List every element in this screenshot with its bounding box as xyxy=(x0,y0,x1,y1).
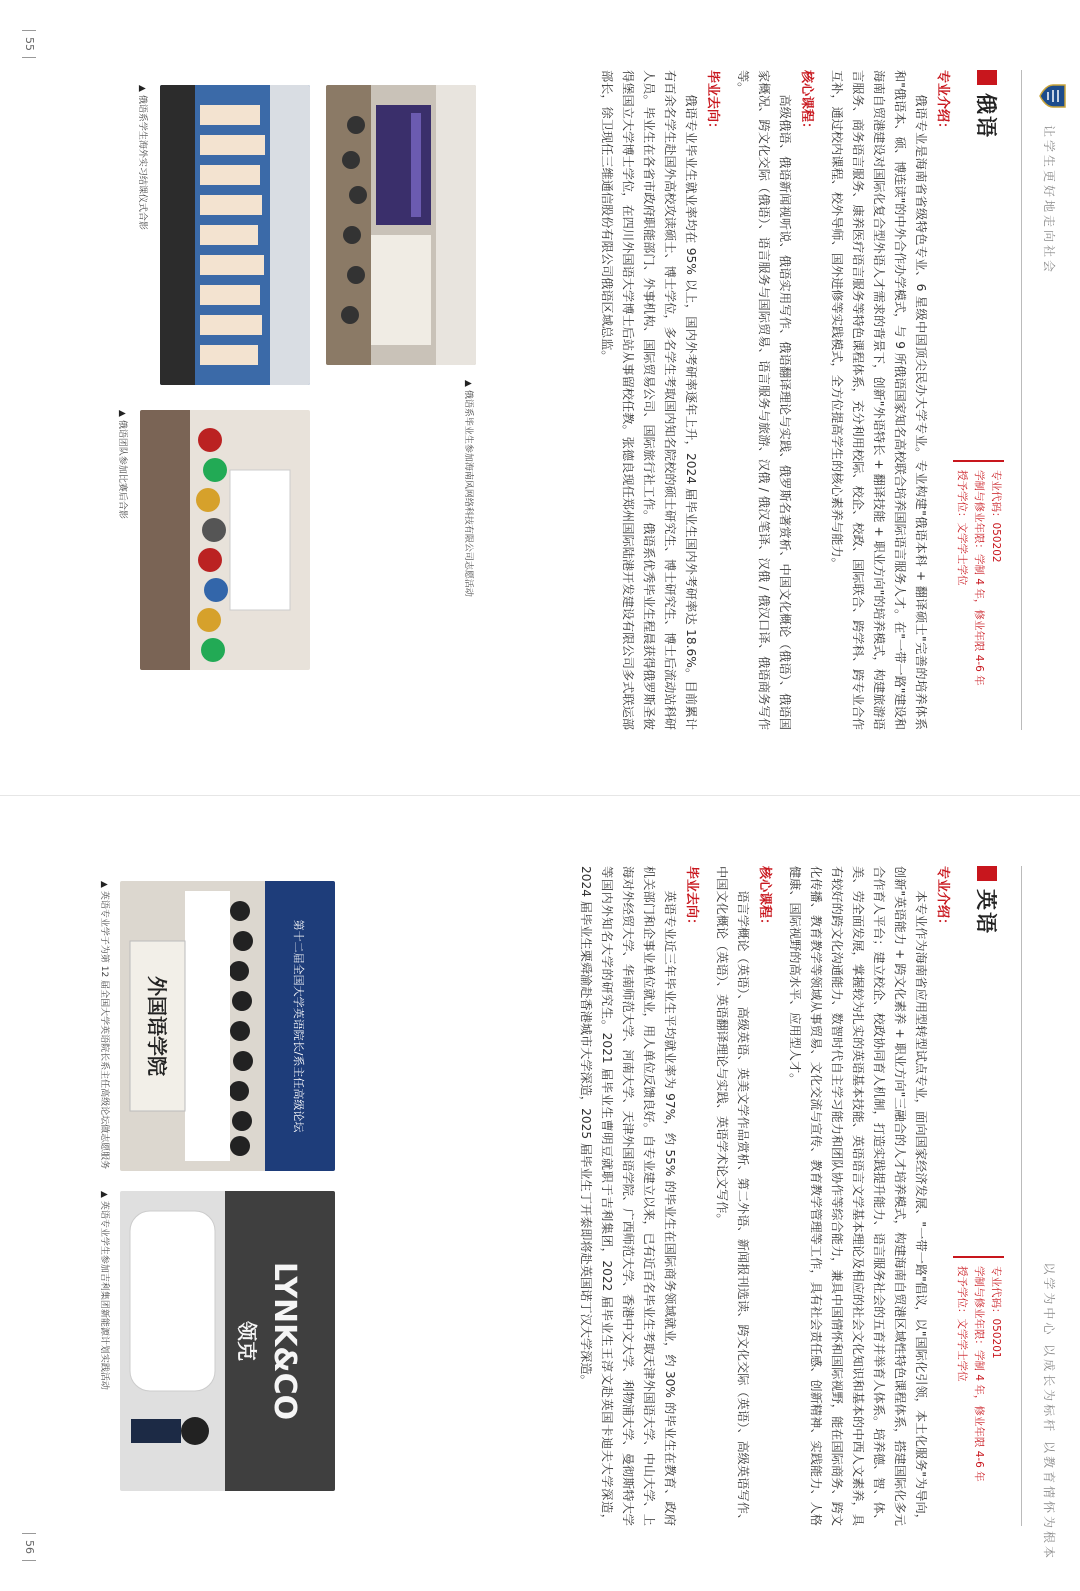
page-55 xyxy=(0,0,1080,795)
intro-text: 俄语专业是海南省省级特色专业、6 星级中国顶尖民办大学专业。专业构建"俄语本科 + 翻译硕士"完善的培养体系和"俄语本、硕、博连读"的中外合作办学模式，与 9 所俄语国家知名高校联合培养国际语言服务人才。在"一带一路"建设和海南自贸港建设对国际化复合型外语人才需求的背景下，创新"外语特长 + 翻译技能 + 职业方向"的培养模式，构建旅游语言服务、商务语言服务、康养医疗语言服务等特色课程体系，充分利用校际、校企、校政、国际联合、跨学科、跨专业合作互补，通过校内课程、校外导师、国外进修等实践模式，全方位提高学生的核心素养与能力。 xyxy=(830,70,928,730)
intro-heading: 专业介绍： xyxy=(935,866,950,932)
core-heading: 核心课程： xyxy=(757,866,772,932)
banner-text: 第十二届全国大学英语院长/系主任高级论坛 xyxy=(292,919,305,1133)
photo-caption: ▲俄语系学生海外实习结课仪式合影 xyxy=(137,85,147,230)
photo-caption: ▲英语专业学子为第 12 届全国大学英语院长系主任高级论坛做志愿服务 xyxy=(99,881,109,1170)
photo-caption: ▲英语专业学生参加吉利集团新能源计划实践活动 xyxy=(99,1191,109,1390)
study-length: 学制与修业年限：学制 4 年，修业年限 4-6 年 xyxy=(973,1266,985,1482)
title-marker xyxy=(977,866,997,881)
photo-team-costumes xyxy=(140,410,310,670)
page-number: 56 xyxy=(22,1527,36,1567)
header-rule xyxy=(1021,866,1022,1526)
degree: 授予学位：文学学士学位 xyxy=(956,1266,968,1382)
header-slogan: 以学为中心 以成长为标杆 以教育情怀为根本 xyxy=(1042,1262,1056,1561)
major-title xyxy=(972,70,1002,139)
university-crest-icon xyxy=(1038,82,1068,110)
study-length: 学制与修业年限：学制 4 年，修业年限 4-6 年 xyxy=(973,470,985,686)
photo-caption: ▲俄语团队参加比赛后合影 xyxy=(117,410,127,519)
header-rule xyxy=(1021,70,1022,730)
board-text: 外国语学院 xyxy=(145,976,169,1076)
major-code: 专业代码：050202 xyxy=(990,470,1002,563)
photo-caption: ▲俄语系毕业生参加海南风网络科技有限公司志愿活动 xyxy=(463,380,473,597)
degree: 授予学位：文学学士学位 xyxy=(956,470,968,586)
intro-text: 本专业作为海南省应用型转型试点专业，面向国家经济发展、"一带一路"倡议，以"国际化引领，本土化服务"为导向，创新"英语能力 + 跨文化素养 + 职业方向"三融合的人才培养模式，构建海南自贸港区域性特色课程体系，搭建国际化多元合作育人平台；建立校企、校政协同育人机制，打造实践提升能力、语言服务社会的五育并举育人体系。培养德、智、体、美、劳全面发展，掌握较为扎实的英语基本技能、英语语言文学基本理论及相应的社会文化知识和基本的中西人文素养，具有较好的跨文化沟通能力、数智时代自主学习能力和团队协作等综合能力，兼具中国情怀和国际视野，能在国际商务、跨文化传播、教育教学等领域从事贸易、文化交流与宣传、教育教学管理等工作，具有社会责任感、创新精神、实践能力、人格健康、国际视野的高水平、应用型人才。 xyxy=(788,866,928,1526)
page-number: 55 xyxy=(22,24,36,64)
major-title xyxy=(972,866,1002,935)
major-title-text: 俄语 xyxy=(974,93,998,139)
core-text: 语言学概论（英语）、高级英语、英美文学作品赏析、第二外语、新闻报刊选读、跨文化交际（英语）、高级英语写作、中国文化概论（英语）、英语翻译理论与实践、英语学术论文写作。 xyxy=(715,866,750,1526)
brand-logo-text: LYNK&CO xyxy=(267,1261,302,1421)
photo-graduation-group xyxy=(160,85,310,385)
header-slogan: 让学生更好地走向社会 xyxy=(1042,125,1056,276)
major-content xyxy=(596,70,962,730)
brand-cn-text: 领克 xyxy=(235,1321,259,1361)
page-56 xyxy=(0,796,1080,1591)
core-heading: 核心课程： xyxy=(799,70,814,136)
photo-meeting-room xyxy=(326,85,476,365)
core-text: 高级俄语、俄语新闻视听说、俄语实用写作、俄语翻译理论与实践、俄罗斯名著赏析、中国文化概论（俄语）、俄语国家概况、跨文化交际（俄语）、语言服务与国际贸易、语言服务与旅游、汉俄 / 俄汉笔译、汉俄 / 俄汉口译、俄语商务写作等。 xyxy=(736,70,792,730)
photo-lynk-co-visit xyxy=(120,1191,335,1491)
title-marker xyxy=(977,70,997,85)
intro-heading: 专业介绍： xyxy=(935,70,950,136)
major-title-text: 英语 xyxy=(974,889,998,935)
major-code: 专业代码：050201 xyxy=(990,1266,1002,1359)
career-heading: 毕业去向： xyxy=(684,866,699,932)
photo-forum-volunteers xyxy=(120,881,335,1171)
career-text: 俄语专业毕业生就业率均在 95% 以上，国内外考研率逐年上升，2024 届毕业生国内外考研率达 18.6%。目前累计有百余名学生赴国外高校攻读硕士、博士学位，多名学生考取国内知名院校的硕士研究生、博士研究生、博士后流动站科研人员。毕业生在各省市政府职能部门、外事机构、国际贸易公司、国际旅行社工作。俄语系优秀毕业生程晨获得俄罗斯圣彼得堡国立大学博士学位，在四川外国语大学博士后站从事留校任教。张德良现任郑州国际陆港开发建设有限公司多式联运部部长，徐卫现任三维通信股份有限公司俄语区域总监。 xyxy=(600,70,698,730)
career-text: 英语专业近三年毕业生平均就业率为 97%，约 55% 的毕业生在国际商务领域就业，约 30% 的毕业生在教育、政府机关部门和企事业单位就业，用人单位反馈良好。自专业建立以来，已有近百名毕业生考取天津外国语大学、中山大学、上海对外经贸大学、华南师范大学、河南大学、天津外国语学院、广西师范大学、香港中文大学、利物浦大学、曼彻斯特大学等国内外知名大学的研究生。2021 届毕业生曹明豆就职于吉利集团，2022 届毕业生王淳文赴英国卡迪夫大学深造，2024 届毕业生栗舜渝赴香港城市大学深造，2025 届毕业生丁开泰即将赴英国诺丁汉大学深造。 xyxy=(579,866,677,1526)
major-content xyxy=(575,866,962,1526)
career-heading: 毕业去向： xyxy=(705,70,720,136)
